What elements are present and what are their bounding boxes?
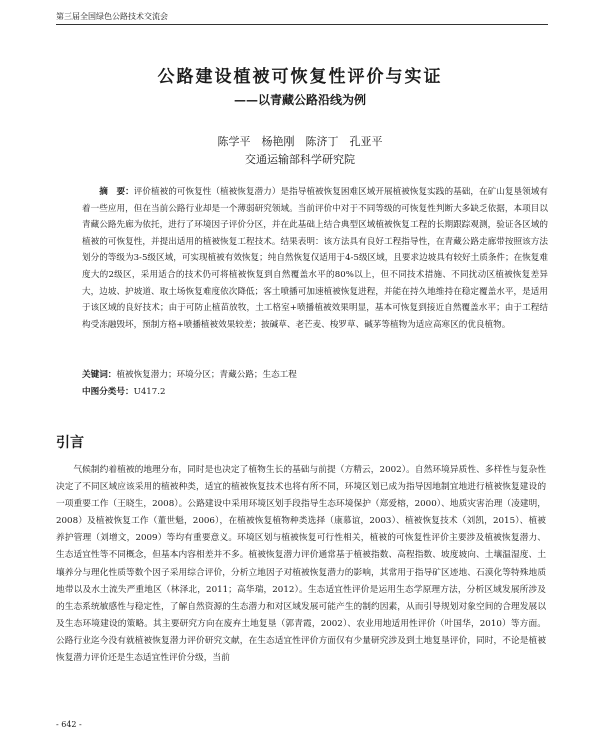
body-paragraph: 气候制约着植被的地理分布，同时是也决定了植物生长的基础与前提（方精云，2002）。自然环境异质性、多样性与复杂性决定了不同区域应该采用的植被种类，适宜的植被恢复技术也将有所不同，环境区划已成为指导因地制宜地进行植被恢复建设的一项重要工作（王晓生，2008）。公路建设中采用环境区划手段指导生态环境保护（郑爱榕，2000）、地质灾害治理（凌建明，2008）及植被恢复工作（董世魁，2006），在植被恢复植物种类选择（康慕谊，2003）、植被恢复技术（刘凯，2015）、植被养护管理（刘增文，2009）等均有重要意义。环境区划与植被恢复可行性相关，植被的可恢复性评价主要涉及植被恢复潜力、生态适宜性等不同概念，但基本内容相差并不多。植被恢复潜力评价通常基于植被指数、高程指数、坡度坡向、土壤温湿度、土壤养分与理化性质等数个因子采用综合评价，分析立地因子对植被恢复潜力的影响，其常用于指导矿区迹地、石漠化等特殊地质地带以及水土流失严重地区（林泽北，2011；高华瑞，2012）。生态适宜性评价是运用生态学原理方法，分析区域发展所涉及的生态系统敏感性与稳定性，了解自然资源的生态潜力和对区域发展可能产生的制约因素，从而引导规划对象空间的合理发展以及生态环境建设的策略。其主要研究方向在废弃土地复垦（郭青霞，2002）、农业用地适用性评价（叶国华，2010）等方面。公路行业迄今没有就植被恢复潜力评价研究文献，在生态适宜性评价方面仅有少量研究涉及到土地复垦评价，同时，不论是植被恢复潜力评价还是生态适宜性评价分级，当前 (56, 465, 546, 664)
page-number: - 642 - (56, 720, 82, 729)
keywords-label: 关键词： (82, 370, 117, 380)
classification-value: U417.2 (133, 387, 166, 397)
keywords (82, 367, 548, 383)
author-list: 陈学平 杨艳刚 陈济丁 孔亚平 (217, 135, 383, 148)
institution: 交通运输部科学研究院 (245, 153, 355, 166)
abstract-label: 摘 要： (99, 187, 134, 197)
paper-subtitle: ——以青藏公路沿线为例 (233, 93, 366, 107)
section-heading: 引言 (56, 435, 84, 451)
abstract-text: 评价植被的可恢复性（植被恢复潜力）是指导植被恢复困难区域开展植被恢复实践的基础，在矿山复垦领域有着一些应用，但在当前公路行业却是一个薄弱研究领域。当前评价中对于不同等级的可恢复性判断大多缺乏依据，本项目以青藏公路先廊为依托，进行了环境因子评价分区，并在此基础上结合典型区域植被恢复工程的长期跟踪观测，验证各区域的植被的可恢复性，并提出适用的植被恢复工程技术。结果表明：该方法具有良好工程指导性，在青藏公路走廊带按照该方法划分的等级为3-5级区域，可实现植被有效恢复；纯自然恢复仅适用于4-5级区域，且要求边坡具有较好土质条件；在恢复难度大的2级区，采用适合的技术仍可将植被恢复到自然覆盖水平的80%以上，但不同技术措施、不同扰动区植被恢复差异大，边坡、护坡道、取土场恢复难度依次降低；客土喷播可加速植被恢复进程，并能在持久地维持在稳定覆盖水平，是适用于该区域的良好技术；由于可防止植苗放牧，土工格室+喷播植被效果明显，基本可恢复到接近自然覆盖水平；由于工程结构受冻融毁坏，预制方格+喷播植被效果较差；披碱草、老芒麦、梭罗草、碱茅等植物为适应高寒区的优良植物。 (82, 187, 548, 330)
classification-label: 中图分类号： (82, 387, 134, 397)
abstract (82, 184, 548, 333)
paper-title: 公路建设植被可恢复性评价与实证 (157, 67, 443, 87)
keywords-text: 植被恢复潜力；环境分区；青藏公路；生态工程 (116, 370, 297, 380)
classification-number (82, 384, 548, 400)
running-header: 第三届全国绿色公路技术交流会 (56, 10, 548, 25)
